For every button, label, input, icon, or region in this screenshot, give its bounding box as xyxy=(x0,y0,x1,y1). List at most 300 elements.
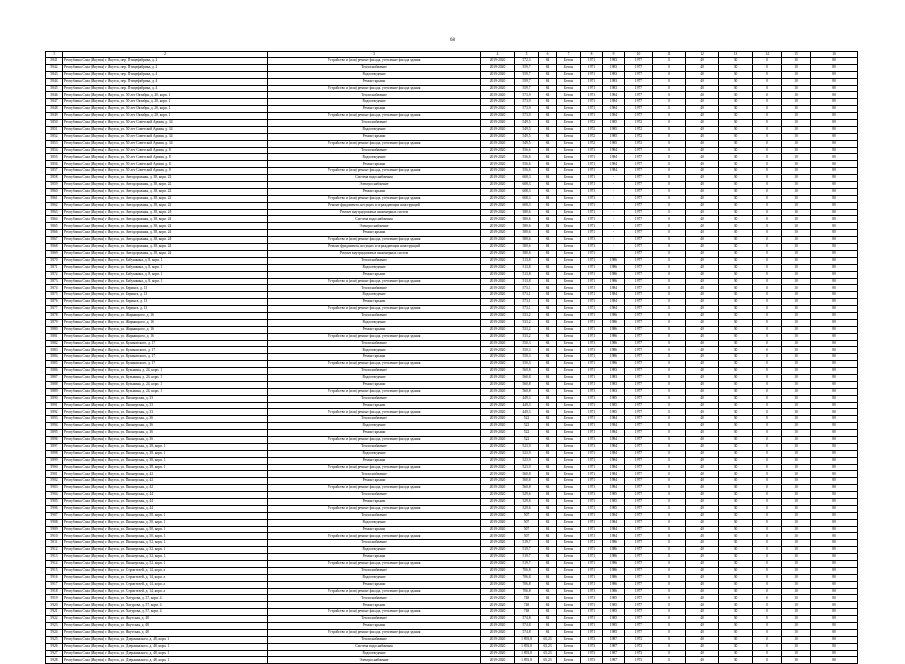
cell-col-13: 30 xyxy=(719,175,753,182)
cell-row-number: 5908 xyxy=(46,519,63,526)
cell-work-type: Ремонт крыши xyxy=(268,602,481,609)
cell-address: Республика Саха (Якутия) г. Якутск, ул. Автодорожная, д. 38, корп. 24 xyxy=(63,230,268,237)
cell-area: 550,3 xyxy=(515,347,539,354)
cell-col-16: 80 xyxy=(811,602,858,609)
cell-year-overhaul: 1984 xyxy=(603,154,625,161)
cell-address: Республика Саха (Якутия) г. Якутск, ул. Пионерская, д. 44 xyxy=(63,505,268,512)
cell-col-14: 0 xyxy=(753,85,782,92)
cell-wear: 84 xyxy=(539,388,557,395)
cell-area: 572,3 xyxy=(515,58,539,65)
cell-address: Республика Саха (Якутия) г. Якутск, ул. Хатурова, д. 57, корп. 4 xyxy=(63,609,268,616)
table-row xyxy=(46,471,858,478)
cell-address: Республика Саха (Якутия) г. Якутск, ул. Автодорожная, д. 38, корп. 24 xyxy=(63,244,268,251)
cell-row-number: 5911 xyxy=(46,540,63,547)
cell-col-11: 0 xyxy=(653,285,686,292)
cell-address: Республика Саха (Якутия) г. Якутск, ул. Дзержинского, д. 48, корп. 1 xyxy=(63,657,268,664)
cell-period: 2019-2020 xyxy=(481,354,515,361)
cell-wall-material: Бетон xyxy=(557,581,581,588)
table-row xyxy=(46,120,858,127)
cell-period: 2019-2020 xyxy=(481,533,515,540)
cell-col-15: 10 xyxy=(782,567,811,574)
cell-work-type: Водоотведение xyxy=(268,154,481,161)
cell-wear: 84 xyxy=(539,623,557,630)
cell-year-built: 1971 xyxy=(581,99,603,106)
cell-period: 2019-2020 xyxy=(481,443,515,450)
cell-wall-material: Бетон xyxy=(557,381,581,388)
cell-col-15: 10 xyxy=(782,554,811,561)
cell-col-16: 80 xyxy=(811,120,858,127)
cell-address: Республика Саха (Якутия) г. Якутск, ул. Автодорожная, д. 38, корп. 22 xyxy=(63,175,268,182)
cell-year-built: 1971 xyxy=(581,257,603,264)
cell-row-number: 5905 xyxy=(46,499,63,506)
cell-area: 574,8 xyxy=(515,616,539,623)
cell-wear: 84 xyxy=(539,340,557,347)
cell-work-type: Теплоснабжение xyxy=(268,312,481,319)
table-row xyxy=(46,285,858,292)
cell-col-14: 0 xyxy=(753,92,782,99)
cell-col-11: 0 xyxy=(653,423,686,430)
cell-work-type: Ремонт крыши xyxy=(268,478,481,485)
cell-address: Республика Саха (Якутия) г. Якутск, ул. Хатурова, д. 57, корп. 4 xyxy=(63,602,268,609)
cell-year-last: 1977 xyxy=(625,244,653,251)
cell-row-number: 5846 xyxy=(46,92,63,99)
cell-col-15: 10 xyxy=(782,264,811,271)
column-header-4: 4 xyxy=(481,52,515,58)
cell-area: 513,8 xyxy=(515,278,539,285)
cell-col-12: 40 xyxy=(686,588,719,595)
cell-period: 2019-2020 xyxy=(481,188,515,195)
cell-wear: 84 xyxy=(539,512,557,519)
cell-area: 560,8 xyxy=(515,368,539,375)
cell-wear: 84 xyxy=(539,354,557,361)
cell-address: Республика Саха (Якутия) г. Якутск, ул. Кузьмина, д. 24, корп. 1 xyxy=(63,381,268,388)
cell-year-built: 1973 xyxy=(581,657,603,664)
cell-period: 2019-2020 xyxy=(481,140,515,147)
cell-wall-material: Бетон xyxy=(557,271,581,278)
cell-year-built: 1971 xyxy=(581,340,603,347)
cell-col-16: 80 xyxy=(811,209,858,216)
cell-wear: 84 xyxy=(539,223,557,230)
cell-col-11: 0 xyxy=(653,471,686,478)
cell-col-13: 30 xyxy=(719,285,753,292)
cell-year-last: 1977 xyxy=(625,416,653,423)
cell-area: 507 xyxy=(515,526,539,533)
cell-row-number: 5871 xyxy=(46,264,63,271)
cell-wear: 84 xyxy=(539,629,557,636)
cell-col-14: 0 xyxy=(753,250,782,257)
cell-col-14: 0 xyxy=(753,347,782,354)
cell-year-built: 1971 xyxy=(581,319,603,326)
cell-wear: 84 xyxy=(539,333,557,340)
cell-year-overhaul: 1984 xyxy=(603,147,625,154)
cell-period: 2019-2020 xyxy=(481,464,515,471)
table-row xyxy=(46,533,858,540)
table-row xyxy=(46,581,858,588)
cell-address: Республика Саха (Якутия) г. Якутск, ул. Пионерская, д. 50, корп. 1 xyxy=(63,519,268,526)
cell-col-16: 80 xyxy=(811,443,858,450)
cell-wall-material: Бетон xyxy=(557,292,581,299)
cell-year-overhaul: - xyxy=(603,223,625,230)
cell-year-overhaul: 1985 xyxy=(603,492,625,499)
cell-col-11: 0 xyxy=(653,161,686,168)
cell-wear: 84 xyxy=(539,306,557,313)
cell-year-built: 1971 xyxy=(581,78,603,85)
cell-year-built: 1971 xyxy=(581,354,603,361)
cell-wall-material: Бетон xyxy=(557,471,581,478)
table-row xyxy=(46,92,858,99)
cell-period: 2019-2020 xyxy=(481,616,515,623)
cell-row-number: 5876 xyxy=(46,299,63,306)
cell-period: 2019-2020 xyxy=(481,168,515,175)
cell-col-13: 30 xyxy=(719,567,753,574)
cell-col-12: 40 xyxy=(686,581,719,588)
cell-wear: 84 xyxy=(539,326,557,333)
cell-year-last: 1977 xyxy=(625,64,653,71)
cell-col-14: 0 xyxy=(753,650,782,657)
cell-period: 2019-2020 xyxy=(481,540,515,547)
cell-year-built: 1971 xyxy=(581,147,603,154)
cell-period: 2019-2020 xyxy=(481,244,515,251)
cell-wall-material: Бетон xyxy=(557,450,581,457)
cell-col-15: 10 xyxy=(782,602,811,609)
cell-col-15: 10 xyxy=(782,409,811,416)
cell-col-13: 30 xyxy=(719,512,753,519)
cell-col-11: 0 xyxy=(653,120,686,127)
cell-col-13: 30 xyxy=(719,120,753,127)
cell-year-last: 1977 xyxy=(625,554,653,561)
cell-work-type: Устройство и (или) ремонт фасада, утепление фасада здания xyxy=(268,533,481,540)
cell-wear: 84 xyxy=(539,244,557,251)
cell-wall-material: Бетон xyxy=(557,340,581,347)
cell-col-15: 10 xyxy=(782,423,811,430)
cell-year-last: 1977 xyxy=(625,430,653,437)
cell-col-13: 30 xyxy=(719,595,753,602)
cell-wall-material: Бетон xyxy=(557,368,581,375)
cell-work-type: Устройство и (или) ремонт фасада, утепление фасада здания xyxy=(268,278,481,285)
cell-col-16: 80 xyxy=(811,285,858,292)
cell-col-12: 40 xyxy=(686,485,719,492)
cell-col-15: 10 xyxy=(782,223,811,230)
table-row xyxy=(46,567,858,574)
cell-col-14: 0 xyxy=(753,457,782,464)
cell-col-13: 30 xyxy=(719,188,753,195)
cell-col-16: 80 xyxy=(811,340,858,347)
cell-row-number: 5899 xyxy=(46,457,63,464)
cell-col-14: 0 xyxy=(753,264,782,271)
cell-area: 533,2 xyxy=(515,312,539,319)
cell-row-number: 5915 xyxy=(46,567,63,574)
cell-area: 580,6 xyxy=(515,244,539,251)
cell-address: Республика Саха (Якутия) г. Якутск, ул. 50 лет Советской Армии, д. 34 xyxy=(63,140,268,147)
cell-work-type: Электроснабжение xyxy=(268,657,481,664)
cell-col-15: 10 xyxy=(782,540,811,547)
cell-period: 2019-2020 xyxy=(481,278,515,285)
column-header-13: 13 xyxy=(719,52,753,58)
cell-col-14: 0 xyxy=(753,395,782,402)
cell-year-built: 1971 xyxy=(581,374,603,381)
cell-year-overhaul: 1984 xyxy=(603,113,625,120)
cell-work-type: Водоотведение xyxy=(268,450,481,457)
cell-row-number: 5870 xyxy=(46,257,63,264)
cell-col-16: 80 xyxy=(811,92,858,99)
cell-col-16: 80 xyxy=(811,278,858,285)
cell-wear: 65,23 xyxy=(539,657,557,664)
cell-work-type: Устройство и (или) ремонт фасада, утепление фасада здания xyxy=(268,505,481,512)
cell-area: 507 xyxy=(515,519,539,526)
cell-wear: 84 xyxy=(539,106,557,113)
cell-row-number: 5883 xyxy=(46,347,63,354)
cell-year-last: 1977 xyxy=(625,99,653,106)
cell-work-type: Устройство и (или) ремонт фасада, утепление фасада здания xyxy=(268,436,481,443)
cell-year-last: 1977 xyxy=(625,478,653,485)
cell-col-12: 40 xyxy=(686,623,719,630)
cell-year-overhaul: - xyxy=(603,250,625,257)
cell-col-16: 80 xyxy=(811,250,858,257)
cell-col-14: 0 xyxy=(753,492,782,499)
cell-year-overhaul: 1984 xyxy=(603,457,625,464)
cell-col-14: 0 xyxy=(753,540,782,547)
cell-area: 1 893,8 xyxy=(515,643,539,650)
cell-year-overhaul: 1987 xyxy=(603,650,625,657)
cell-year-built: 1971 xyxy=(581,299,603,306)
cell-year-built: 1971 xyxy=(581,347,603,354)
table-row xyxy=(46,106,858,113)
table-row xyxy=(46,264,858,271)
cell-work-type: Устройство и (или) ремонт фасада, утепление фасада здания xyxy=(268,609,481,616)
cell-period: 2019-2020 xyxy=(481,574,515,581)
cell-row-number: 5847 xyxy=(46,99,63,106)
cell-wear: 84 xyxy=(539,436,557,443)
cell-col-11: 0 xyxy=(653,416,686,423)
cell-col-12: 40 xyxy=(686,347,719,354)
cell-year-last: 1977 xyxy=(625,368,653,375)
cell-period: 2019-2020 xyxy=(481,230,515,237)
cell-year-built: 1971 xyxy=(581,113,603,120)
cell-col-15: 10 xyxy=(782,71,811,78)
cell-area: 513,8 xyxy=(515,257,539,264)
cell-col-14: 0 xyxy=(753,278,782,285)
cell-year-overhaul: 1985 xyxy=(603,402,625,409)
cell-period: 2019-2020 xyxy=(481,106,515,113)
column-header-15: 15 xyxy=(782,52,811,58)
cell-row-number: 5865 xyxy=(46,223,63,230)
cell-period: 2019-2020 xyxy=(481,547,515,554)
cell-year-overhaul: 1986 xyxy=(603,333,625,340)
cell-address: Республика Саха (Якутия) г. Якутск, ул. 50 лет Октября, д. 20, корп. 1 xyxy=(63,113,268,120)
cell-period: 2019-2020 xyxy=(481,99,515,106)
cell-row-number: 5885 xyxy=(46,361,63,368)
cell-col-14: 0 xyxy=(753,312,782,319)
cell-col-15: 10 xyxy=(782,512,811,519)
cell-work-type: Ремонт крыши xyxy=(268,457,481,464)
cell-area: 550,3 xyxy=(515,354,539,361)
cell-col-14: 0 xyxy=(753,113,782,120)
cell-col-15: 10 xyxy=(782,292,811,299)
cell-year-last: 1972 xyxy=(625,133,653,140)
cell-period: 2019-2020 xyxy=(481,319,515,326)
cell-work-type: Ремонт крыши xyxy=(268,526,481,533)
cell-col-15: 10 xyxy=(782,464,811,471)
cell-col-14: 0 xyxy=(753,188,782,195)
cell-wall-material: Бетон xyxy=(557,416,581,423)
cell-wall-material: Бетон xyxy=(557,195,581,202)
table-row xyxy=(46,347,858,354)
cell-wear: 84 xyxy=(539,526,557,533)
column-header-1: 1 xyxy=(46,52,63,58)
table-row xyxy=(46,182,858,189)
cell-year-built: 1971 xyxy=(581,237,603,244)
cell-wall-material: Бетон xyxy=(557,312,581,319)
table-row xyxy=(46,354,858,361)
cell-col-14: 0 xyxy=(753,326,782,333)
cell-col-16: 80 xyxy=(811,512,858,519)
table-row xyxy=(46,505,858,512)
cell-col-13: 30 xyxy=(719,299,753,306)
cell-col-14: 0 xyxy=(753,519,782,526)
table-row xyxy=(46,609,858,616)
cell-col-15: 10 xyxy=(782,443,811,450)
cell-wear: 84 xyxy=(539,271,557,278)
cell-wall-material: Бетон xyxy=(557,526,581,533)
cell-address: Республика Саха (Якутия) г. Якутск, ул. Пионерская, д. 36 xyxy=(63,423,268,430)
cell-area: 559,7 xyxy=(515,85,539,92)
cell-year-overhaul: 1984 xyxy=(603,450,625,457)
cell-col-15: 10 xyxy=(782,168,811,175)
cell-period: 2019-2020 xyxy=(481,492,515,499)
cell-col-12: 40 xyxy=(686,643,719,650)
cell-col-12: 40 xyxy=(686,271,719,278)
cell-year-last: 1977 xyxy=(625,602,653,609)
cell-wall-material: Бетон xyxy=(557,133,581,140)
cell-year-overhaul: 1984 xyxy=(603,423,625,430)
cell-col-11: 0 xyxy=(653,216,686,223)
cell-area: 560,8 xyxy=(515,485,539,492)
cell-col-15: 10 xyxy=(782,202,811,209)
cell-area: 523,9 xyxy=(515,443,539,450)
cell-col-12: 40 xyxy=(686,99,719,106)
cell-year-overhaul: 1984 xyxy=(603,526,625,533)
cell-wear: 84 xyxy=(539,113,557,120)
cell-work-type: Система водоснабжения xyxy=(268,175,481,182)
table-row xyxy=(46,650,858,657)
cell-area: 560,8 xyxy=(515,381,539,388)
cell-year-built: 1971 xyxy=(581,388,603,395)
cell-col-13: 30 xyxy=(719,547,753,554)
cell-col-14: 0 xyxy=(753,374,782,381)
cell-col-11: 0 xyxy=(653,195,686,202)
cell-year-built: 1973 xyxy=(581,636,603,643)
cell-col-11: 0 xyxy=(653,278,686,285)
cell-work-type: Устройство и (или) ремонт фасада, утепление фасада здания xyxy=(268,409,481,416)
cell-col-11: 0 xyxy=(653,616,686,623)
cell-col-14: 0 xyxy=(753,567,782,574)
cell-year-last: 1977 xyxy=(625,299,653,306)
cell-year-overhaul: 1984 xyxy=(603,512,625,519)
cell-work-type: Водоотведение xyxy=(268,126,481,133)
cell-col-12: 40 xyxy=(686,85,719,92)
cell-row-number: 5872 xyxy=(46,271,63,278)
cell-year-last: 1977 xyxy=(625,271,653,278)
cell-work-type: Водоотведение xyxy=(268,264,481,271)
cell-year-overhaul: 1984 xyxy=(603,299,625,306)
cell-year-overhaul: 1983 xyxy=(603,58,625,65)
cell-wear: 84 xyxy=(539,471,557,478)
cell-wear: 84 xyxy=(539,237,557,244)
cell-address: Республика Саха (Якутия) г. Якутск, ул. Жорницкого, д. 16 xyxy=(63,333,268,340)
cell-year-last: 1977 xyxy=(625,237,653,244)
cell-col-13: 30 xyxy=(719,402,753,409)
cell-col-13: 30 xyxy=(719,629,753,636)
cell-year-built: 1971 xyxy=(581,395,603,402)
cell-year-built: 1971 xyxy=(581,533,603,540)
cell-address: Республика Саха (Якутия) г. Якутск, ул. Автодорожная, д. 38, корп. 24 xyxy=(63,209,268,216)
cell-year-overhaul: 1986 xyxy=(603,271,625,278)
cell-wall-material: Бетон xyxy=(557,457,581,464)
cell-year-built: 1971 xyxy=(581,574,603,581)
cell-col-15: 10 xyxy=(782,657,811,664)
cell-wall-material: Бетон xyxy=(557,299,581,306)
cell-area: 748 xyxy=(515,595,539,602)
cell-year-overhaul: 1984 xyxy=(603,168,625,175)
cell-col-11: 0 xyxy=(653,492,686,499)
cell-col-16: 80 xyxy=(811,588,858,595)
cell-area: 608,3 xyxy=(515,175,539,182)
cell-row-number: 5889 xyxy=(46,388,63,395)
cell-area: 706,8 xyxy=(515,567,539,574)
cell-address: Республика Саха (Якутия) г. Якутск, ул. Пионерская, д. 50, корп. 1 xyxy=(63,533,268,540)
cell-row-number: 5859 xyxy=(46,182,63,189)
cell-col-11: 0 xyxy=(653,464,686,471)
cell-col-11: 0 xyxy=(653,636,686,643)
cell-period: 2019-2020 xyxy=(481,595,515,602)
cell-col-16: 80 xyxy=(811,257,858,264)
cell-address: Республика Саха (Якутия) г. Якутск, ул. Беринга, д. 13 xyxy=(63,306,268,313)
cell-address: Республика Саха (Якутия) г. Якутск, ул. Пионерская, д. 50, корп. 1 xyxy=(63,526,268,533)
cell-col-13: 30 xyxy=(719,526,753,533)
cell-col-12: 40 xyxy=(686,657,719,664)
table-row xyxy=(46,526,858,533)
cell-year-overhaul: 1986 xyxy=(603,547,625,554)
cell-col-12: 40 xyxy=(686,595,719,602)
cell-col-12: 40 xyxy=(686,299,719,306)
cell-col-12: 40 xyxy=(686,650,719,657)
cell-col-16: 80 xyxy=(811,182,858,189)
cell-work-type: Устройство и (или) ремонт фасада, утепление фасада здания xyxy=(268,361,481,368)
cell-col-14: 0 xyxy=(753,588,782,595)
cell-address: Республика Саха (Якутия) г. Якутск, ул. Беринга, д. 13 xyxy=(63,299,268,306)
cell-year-overhaul: 1985 xyxy=(603,120,625,127)
cell-col-16: 80 xyxy=(811,195,858,202)
cell-year-last: 1977 xyxy=(625,512,653,519)
cell-col-13: 30 xyxy=(719,409,753,416)
cell-col-15: 10 xyxy=(782,319,811,326)
cell-col-13: 30 xyxy=(719,113,753,120)
cell-col-12: 40 xyxy=(686,443,719,450)
cell-period: 2019-2020 xyxy=(481,250,515,257)
table-row xyxy=(46,595,858,602)
column-header-2: 2 xyxy=(63,52,268,58)
cell-wear: 84 xyxy=(539,554,557,561)
cell-col-16: 80 xyxy=(811,71,858,78)
cell-col-12: 40 xyxy=(686,113,719,120)
cell-period: 2019-2020 xyxy=(481,388,515,395)
cell-work-type: Водоотведение xyxy=(268,71,481,78)
cell-col-16: 80 xyxy=(811,450,858,457)
cell-wear: 84 xyxy=(539,561,557,568)
cell-period: 2019-2020 xyxy=(481,113,515,120)
cell-wear: 84 xyxy=(539,257,557,264)
cell-area: 519,7 xyxy=(515,561,539,568)
